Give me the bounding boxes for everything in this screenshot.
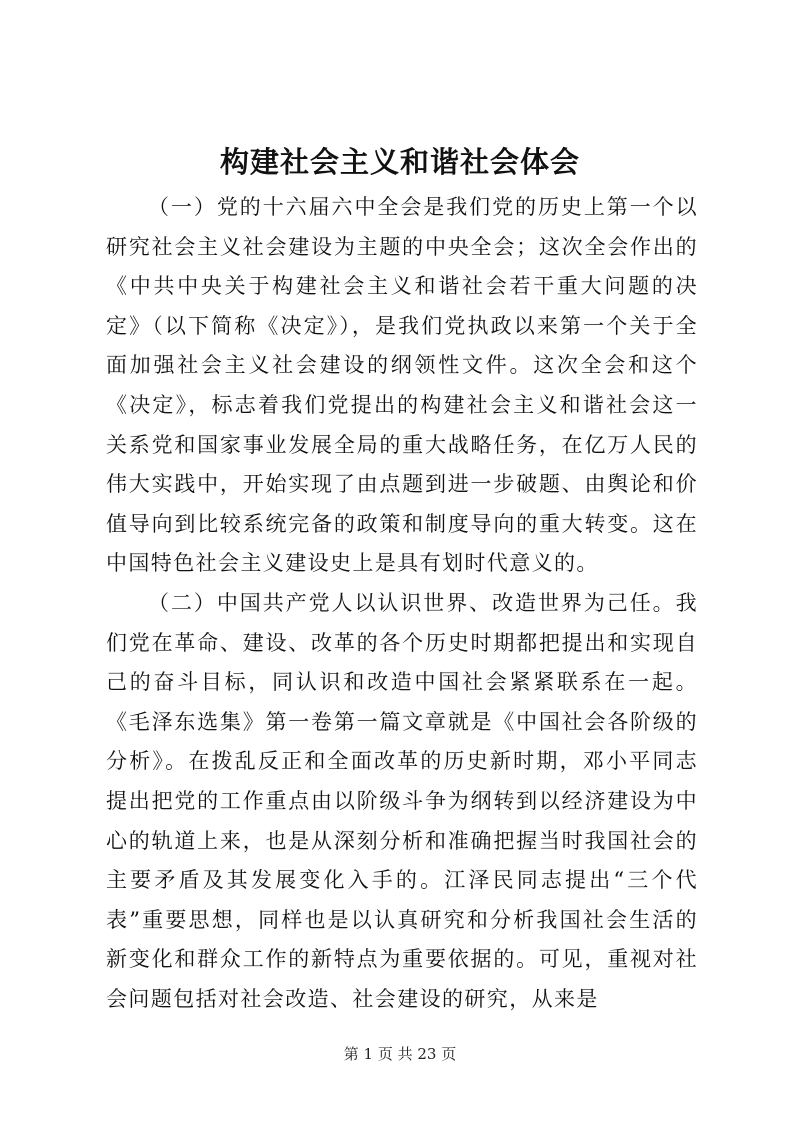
document-body	[106, 188, 698, 1019]
page-footer: 第 1 页 共 23 页	[343, 1045, 457, 1063]
page-title: 构建社会主义和谐社会体会	[219, 145, 580, 179]
paragraph-1: （一）党的十六届六中全会是我们党的历史上第一个以研究社会主义社会建设为主题的中央全会；这次全会作出的《中共中央关于构建社会主义和谐社会若干重大问题的决定》（以下简称《决定》），是我们党执政以来第一个关于全面加强社会主义社会建设的纲领性文件。这次全会和这个《决定》，标志着我们党提出的构建社会主义和谐社会这一关系党和国家事业发展全局的重大战略任务，在亿万人民的伟大实践中，开始实现了由点题到进一步破题、由舆论和价值导向到比较系统完备的政策和制度导向的重大转变。这在中国特色社会主义建设史上是具有划时代意义的。	[106, 195, 698, 576]
paragraph-2: （二）中国共产党人以认识世界、改造世界为己任。我们党在革命、建设、改革的各个历史时期都把提出和实现自己的奋斗目标，同认识和改造中国社会紧紧联系在一起。《毛泽东选集》第一卷第一篇文章就是《中国社会各阶级的分析》。在拨乱反正和全面改革的历史新时期，邓小平同志提出把党的工作重点由以阶级斗争为纲转到以经济建设为中心的轨道上来，也是从深刻分析和准确把握当时我国社会的主要矛盾及其发展变化入手的。江泽民同志提出“三个代表”重要思想，同样也是以认真研究和分析我国社会生活的新变化和群众工作的新特点为重要依据的。可见，重视对社会问题包括对社会改造、社会建设的研究，从来是	[106, 590, 698, 1011]
